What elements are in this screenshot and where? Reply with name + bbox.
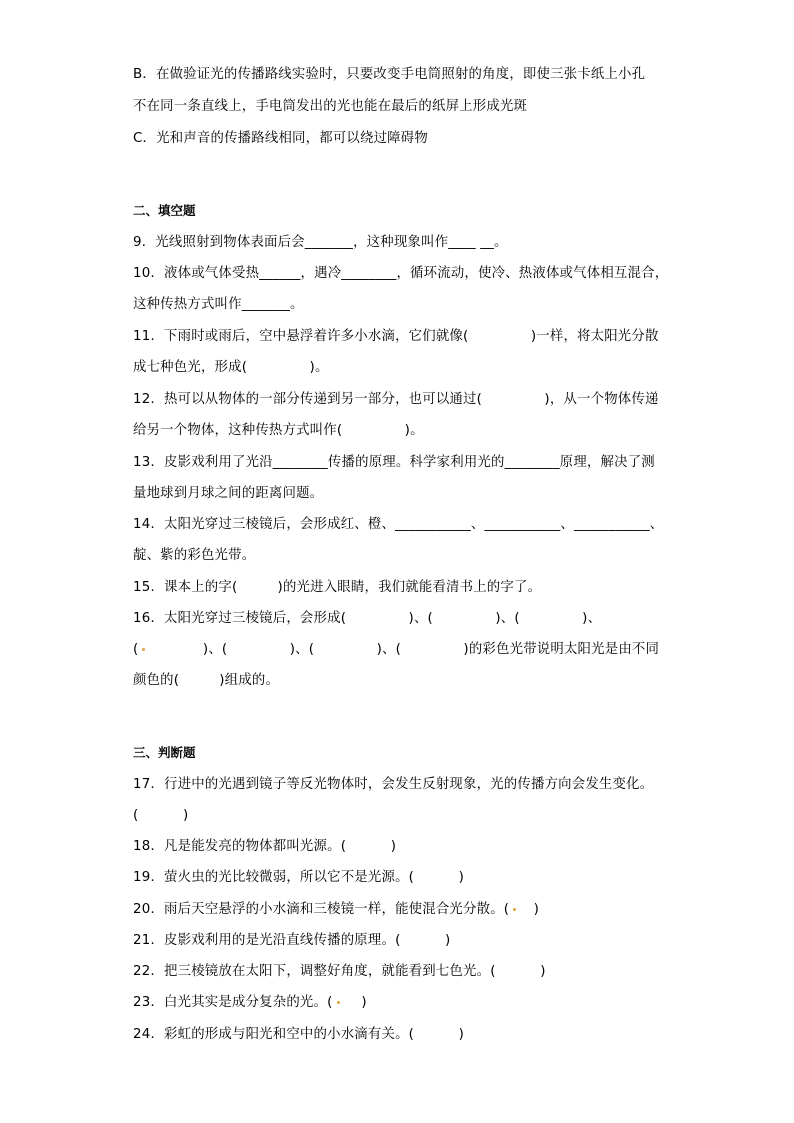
option-c: C．光和声音的传播路线相同，都可以绕过障碍物 [133,131,428,146]
question-12-line2: 给另一个物体，这种传热方式叫作( )。 [133,423,424,438]
question-13-line1: 13．皮影戏利用了光沿________传播的原理。科学家利用光的________原理，解决了测 [133,455,655,470]
question-11-line1: 11．下雨时或雨后，空中悬浮着许多小水滴，它们就像( )一样，将太阳光分散 [133,329,659,344]
question-14-line2: 靛、紫的彩色光带。 [133,548,256,563]
question-22: 22．把三棱镜放在太阳下，调整好角度，就能看到七色光。( ) [133,964,546,979]
section-title-judgment: 三、判断题 [133,745,196,760]
question-23-text: 23．白光其实是成分复杂的光。( [133,995,333,1010]
question-19: 19．萤火虫的光比较微弱，所以它不是光源。( ) [133,870,465,885]
question-23-close: ) [343,995,367,1010]
question-16-line2-open: ( [133,642,139,657]
question-16-line1: 16．太阳光穿过三棱镜后，会形成( )、( )、( )、 [133,611,602,626]
question-10-line1: 10．液体或气体受热______，遇冷________，循环流动，使冷、热液体或气体相互混合， [133,266,669,281]
speck-mark [142,648,145,651]
question-20-text: 20．雨后天空悬浮的小水滴和三棱镜一样，能使混合光分散。( [133,902,510,917]
question-18: 18．凡是能发亮的物体都叫光源。( ) [133,839,397,854]
question-21: 21．皮影戏利用的是光沿直线传播的原理。( ) [133,933,451,948]
section-title-fill-in: 二、填空题 [133,203,196,218]
question-12-line1: 12．热可以从物体的一部分传递到另一部分，也可以通过( )，从一个物体传递 [133,392,659,407]
question-16-line2-rest: )、( )、( )、( )的彩色光带说明太阳光是由不同 [149,642,660,657]
question-20 [133,901,539,919]
speck-mark [337,1001,340,1004]
question-17-line1: 17．行进中的光遇到镜子等反光物体时，会发生反射现象，光的传播方向会发生变化。 [133,777,654,792]
question-16-line3: 颜色的( )组成的。 [133,673,280,688]
question-14-line1: 14．太阳光穿过三棱镜后，会形成红、橙、___________、___________、___________、 [133,517,664,532]
question-17-line2: ( ) [133,808,189,823]
option-b-line1: B．在做验证光的传播路线实验时，只要改变手电筒照射的角度，即使三张卡纸上小孔 [133,67,646,82]
question-15: 15．课本上的字( )的光进入眼睛，我们就能看清书上的字了。 [133,580,542,595]
question-10-line2: 这种传热方式叫作_______。 [133,297,304,312]
question-23 [133,994,367,1012]
question-13-line2: 量地球到月球之间的距离问题。 [133,486,324,501]
option-b-line2: 不在同一条直线上，手电筒发出的光也能在最后的纸屏上形成光斑 [133,99,528,114]
question-24: 24．彩虹的形成与阳光和空中的小水滴有关。( ) [133,1027,465,1042]
question-11-line2: 成七种色光，形成( )。 [133,360,329,375]
question-16-line2 [133,641,659,659]
speck-mark [513,908,516,911]
question-9: 9．光线照射到物体表面后会_______，这种现象叫作____ __。 [133,235,508,250]
question-20-close: ) [520,902,540,917]
